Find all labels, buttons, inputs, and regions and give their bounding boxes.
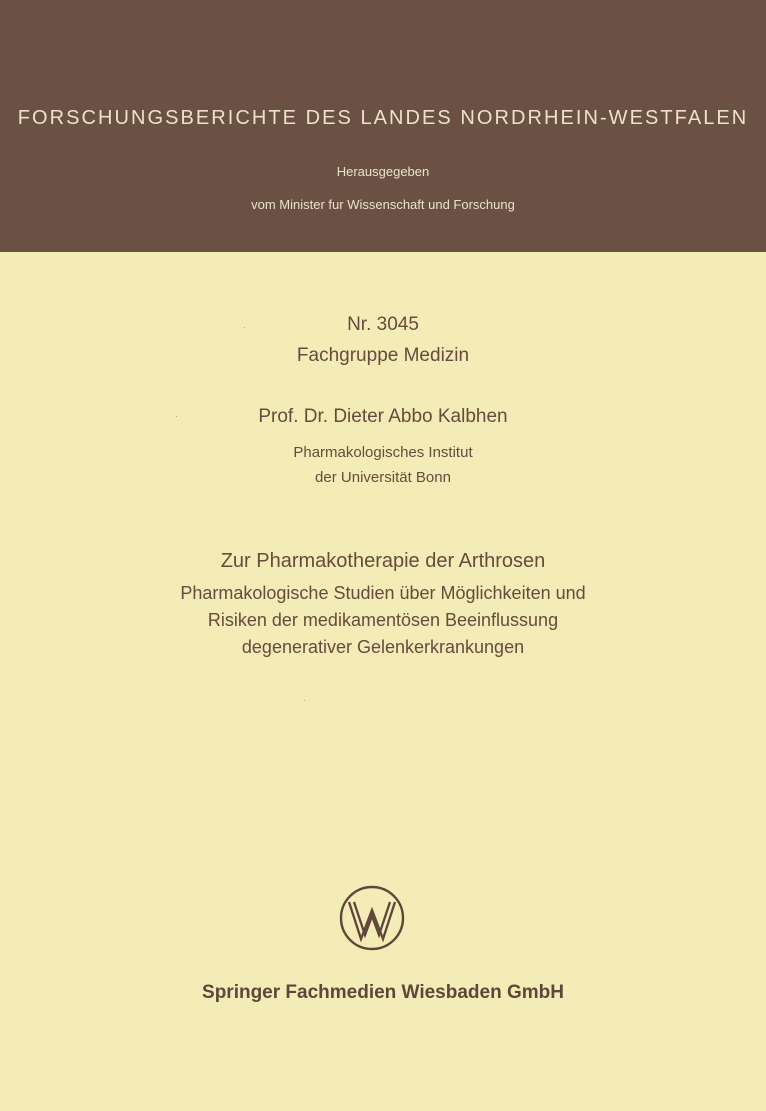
publisher-name: Springer Fachmedien Wiesbaden GmbH	[202, 982, 564, 1003]
issuer-line: vom Minister fur Wissenschaft und Forschung	[251, 197, 515, 212]
series-header	[0, 0, 766, 252]
subtitle-line: Risiken der medikamentösen Beeinflussung	[207, 610, 559, 630]
subtitle-line: Pharmakologische Studien über Möglichkeiten und	[180, 583, 586, 603]
publisher-wv-logo-icon	[337, 885, 407, 951]
author-name: Prof. Dr. Dieter Abbo Kalbhen	[258, 406, 508, 427]
institute-name: Pharmakologisches Institut	[293, 444, 473, 461]
paper-speck	[304, 700, 305, 701]
issued-by-label: Herausgegeben	[336, 164, 430, 179]
paper-speck	[244, 327, 245, 328]
series-title: FORSCHUNGSBERICHTE DES LANDES NORDRHEIN-WESTFALEN	[17, 107, 749, 129]
subtitle-line: degenerativer Gelenkerkrankungen	[241, 637, 525, 657]
issue-number: Nr. 3045	[347, 314, 419, 335]
paper-speck	[176, 416, 177, 417]
subject-group: Fachgruppe Medizin	[296, 345, 470, 366]
university-name: der Universität Bonn	[315, 469, 451, 486]
book-subtitle	[0, 580, 766, 661]
book-title: Zur Pharmakotherapie der Arthrosen	[220, 550, 546, 572]
